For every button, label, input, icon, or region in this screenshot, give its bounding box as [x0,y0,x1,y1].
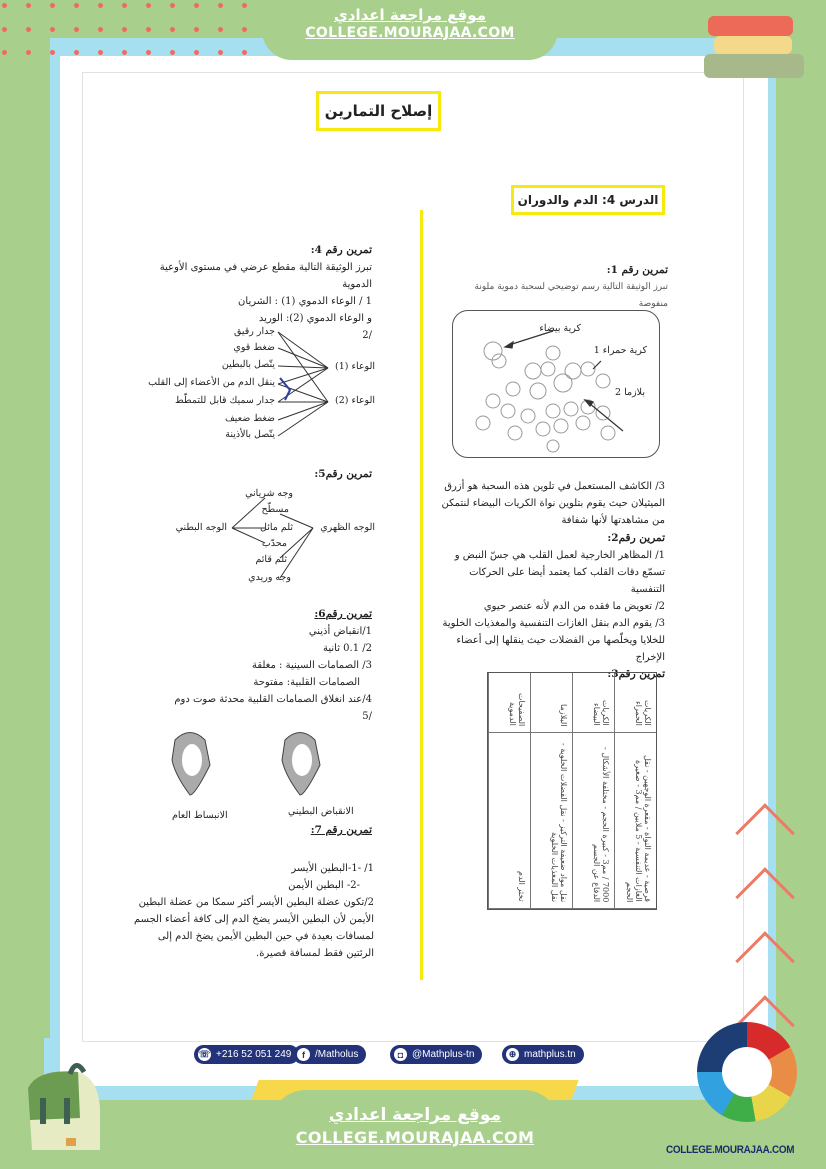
table-header: الكريات البيضاء [572,673,614,733]
decorative-dot [170,3,175,8]
header-url[interactable]: COLLEGE.MOURAJAA.COM [305,25,515,41]
exercise-1-intro: تبرز الوثيقة التالية رسم توضيحي لسحبة دموية ملونة منفوصة [474,282,668,309]
globe-icon: ⊕ [506,1048,519,1061]
website-url: mathplus.tn [524,1049,576,1060]
decorative-dot [218,27,223,32]
instagram-handle: @Mathplus-tn [412,1049,475,1060]
decorative-dot [98,3,103,8]
exercise-6-line: 4/عند انغلاق الصمامات القلبية محدثة صوت دوم [174,694,372,705]
exercise-6-line: الصمامات القلبية: مفتوحة [253,677,360,688]
middle-label: وجه شرياني [245,488,293,499]
vessel-1-label: الوعاء (1) [335,361,375,372]
dorsal-face-label: الوجه الظهري [320,522,375,533]
decorative-dot [146,50,151,55]
exercise-7-line: 2/تكون عضلة البطين الأيسر أكثر سمكا من عضلة البطين الأيمن لأن البطين الأيسر يضخ الدم إلى كافة أعضاء الجسم لمسافات بعيدة في حين البطين الأيمن يضخ الدم إلى الرئتين فقط لمسافة قصيرة. [134,897,374,959]
exercise-6-line: 1/انقباض أذيني [308,626,372,637]
table-cell: قرصية - عديمة النواة - مقعرة الوجهين - نقل الغازات التنفسية - 5 ملايين / مم3 - صغيرة الحجم [614,733,656,909]
decorative-dot [194,3,199,8]
table-cell: 7000 / مم3 - كبيرة الحجم - مختلفة الأشكال - الدفاع عن الجسم [572,733,614,909]
exercise-7-line: -2- البطين الأيمن [288,880,360,891]
heart-diagrams [160,720,360,800]
exercise-5 [300,466,372,483]
middle-label: مسطّح [261,504,289,515]
books-stack-icon [700,14,820,94]
exercise-1-answer [440,478,665,529]
decorative-dot [218,3,223,8]
site-header-badge[interactable] [262,0,558,60]
decorative-dot [194,50,199,55]
vessel-2-label: الوعاء (2) [335,395,375,406]
social-phone[interactable] [194,1045,299,1064]
instagram-icon: ◘ [394,1048,407,1061]
footer-arabic-title: موقع مراجعة اعدادي [328,1105,502,1125]
decorative-dot [50,3,55,8]
middle-label: محدّب [261,538,287,549]
vessel-matching-diagram [150,328,375,443]
decorative-dot [194,27,199,32]
social-facebook[interactable] [293,1045,366,1064]
target-label: يتّصل بالبطين [221,359,275,370]
decorative-dot [26,50,31,55]
exercise-1 [448,262,668,313]
exercise-2-line-1: 1/ المظاهر الخارجية لعمل القلب هي جسّ النبض و تسمّع دقات القلب كما يعتمد أيضا على الحركات التنفسية [454,550,665,595]
exercise-4-line-1: تبرز الوثيقة التالية مقطع عرضي في مستوى الأوعية الدموية [159,262,372,290]
exercise-2-heading: تمرين رقم2: [607,532,665,544]
exercise-7 [134,860,374,962]
exercise-3-table [487,672,657,910]
target-label: جدار رقيق [233,326,275,337]
decorative-dot [74,50,79,55]
decorative-dot [74,3,79,8]
exercise-7-heading-wrap [300,822,372,839]
decorative-dot [26,27,31,32]
table-header: الكريات الحمراء [614,673,656,733]
ventral-face-label: الوجه البطني [175,522,227,533]
social-instagram[interactable] [390,1045,482,1064]
middle-label: ثلم مائل [260,522,293,533]
exercise-2-line-3: 3/ يقوم الدم بنقل الغازات التنفسية والمغذيات الخلوية للخلايا ويخلّصها من الفضلات حيث ينقلها إلى أعضاء الإخراج [442,618,665,663]
lesson-title: الدرس 4: الدم والدوران [511,185,665,215]
label-white-cell: كرية بيضاء [539,323,581,334]
phone-number: +216 52 051 249 [216,1049,292,1060]
decorative-dot [26,3,31,8]
decorative-dot [122,50,127,55]
exercise-3-heading: تمرين رقم3: [607,668,665,680]
decorative-dot [146,27,151,32]
column-divider [420,210,423,980]
exercise-1-q3: 3/ الكاشف المستعمل في تلوين هذه السحبة هو أزرق الميثيلان حيث يقوم بتلوين نواة الكريات البيضاء لنتمكن من مشاهدتها لأنها شفافة [441,481,665,526]
decorative-dot [242,27,247,32]
exercise-6-heading: تمرين رقم6: [314,608,372,620]
target-label: جدار سميك قابل للتمطّط [175,395,275,406]
decorative-dot [242,50,247,55]
exercise-7-line: 1/ -1-البطين الأيسر [291,863,374,874]
chevron-up-decoration [735,790,795,1046]
exercise-4-heading: تمرين رقم 4: [310,244,372,256]
backpack-icon [18,1058,114,1158]
decorative-dot [2,3,7,8]
decorative-dot [50,27,55,32]
page-title: إصلاح التمارين [316,91,441,131]
target-label: ينقل الدم من الأعضاء إلى القلب [148,377,275,388]
exercise-4-line-3: و الوعاء الدموي (2): الوريد [258,313,372,324]
exercise-1-heading: تمرين رقم 1: [606,264,668,276]
decorative-dot [122,3,127,8]
exercise-2-line-2: 2/ تعويض ما فقده من الدم لأنه عنصر حيوي [483,601,665,612]
exercise-6-line: 2/ 0.1 ثانية [322,643,372,654]
decorative-dot [2,27,7,32]
header-arabic-title: موقع مراجعة اعدادي [334,6,486,24]
middle-label: ثلم قائم [255,554,287,565]
blood-smear-diagram [452,310,660,458]
brand-logo-text[interactable]: COLLEGE.MOURAJAA.COM [666,1144,795,1156]
exercise-5-heading: تمرين رقم5: [314,468,372,480]
decorative-dot [146,3,151,8]
table-cell: نقل مواد ضعيفة التركيز - نقل الفضلات الخلوية - نقل المغذيات الخلوية [530,733,572,909]
decorative-dot [50,50,55,55]
exercise-7-heading: تمرين رقم 7: [310,824,372,836]
label-plasma: بلازما 2 [615,387,645,398]
exercise-6 [140,606,372,725]
brand-logo-ring[interactable] [697,1022,797,1122]
table-cell: تخثر الدم [488,733,530,909]
whatsapp-icon: ☏ [198,1049,211,1059]
decorative-dot [122,27,127,32]
table-header: البلازما [530,673,572,733]
target-label: يتّصل بالأذينة [225,429,275,440]
exercise-4-line-4: /2 [362,330,372,341]
caption-diastole: الانبساط العام [172,810,228,821]
decorative-dot [170,27,175,32]
caption-ventricular-systole: الانقباض البطيني [288,806,354,817]
facebook-icon: f [297,1048,310,1061]
decorative-dot [242,3,247,8]
exercise-4-line-2: 1 / الوعاء الدموي (1) : الشريان [238,296,372,307]
target-label: ضغط ضعيف [224,413,275,424]
exercise-6-line: /5 [362,711,372,722]
label-red-cell: كرية حمراء 1 [593,345,647,356]
middle-label: وجه وريدي [248,572,291,583]
decorative-dot [170,50,175,55]
facebook-handle: /Matholus [315,1049,359,1060]
decorative-dot [98,50,103,55]
exercise-6-line: 3/ الصمامات السينية : مغلقة [251,660,372,671]
left-green-strip [0,38,50,1038]
target-label: ضغط قوي [233,342,275,353]
table-header: الصفيحات الدموية [488,673,530,733]
heart-faces-diagram [150,488,375,588]
social-website[interactable] [502,1045,584,1064]
decorative-dot [218,50,223,55]
decorative-dot [2,50,7,55]
site-footer-badge[interactable] [270,1090,560,1169]
decorative-dot [98,27,103,32]
footer-url[interactable]: COLLEGE.MOURAJAA.COM [295,1128,535,1147]
decorative-dot [74,27,79,32]
exercise-2 [440,530,665,683]
